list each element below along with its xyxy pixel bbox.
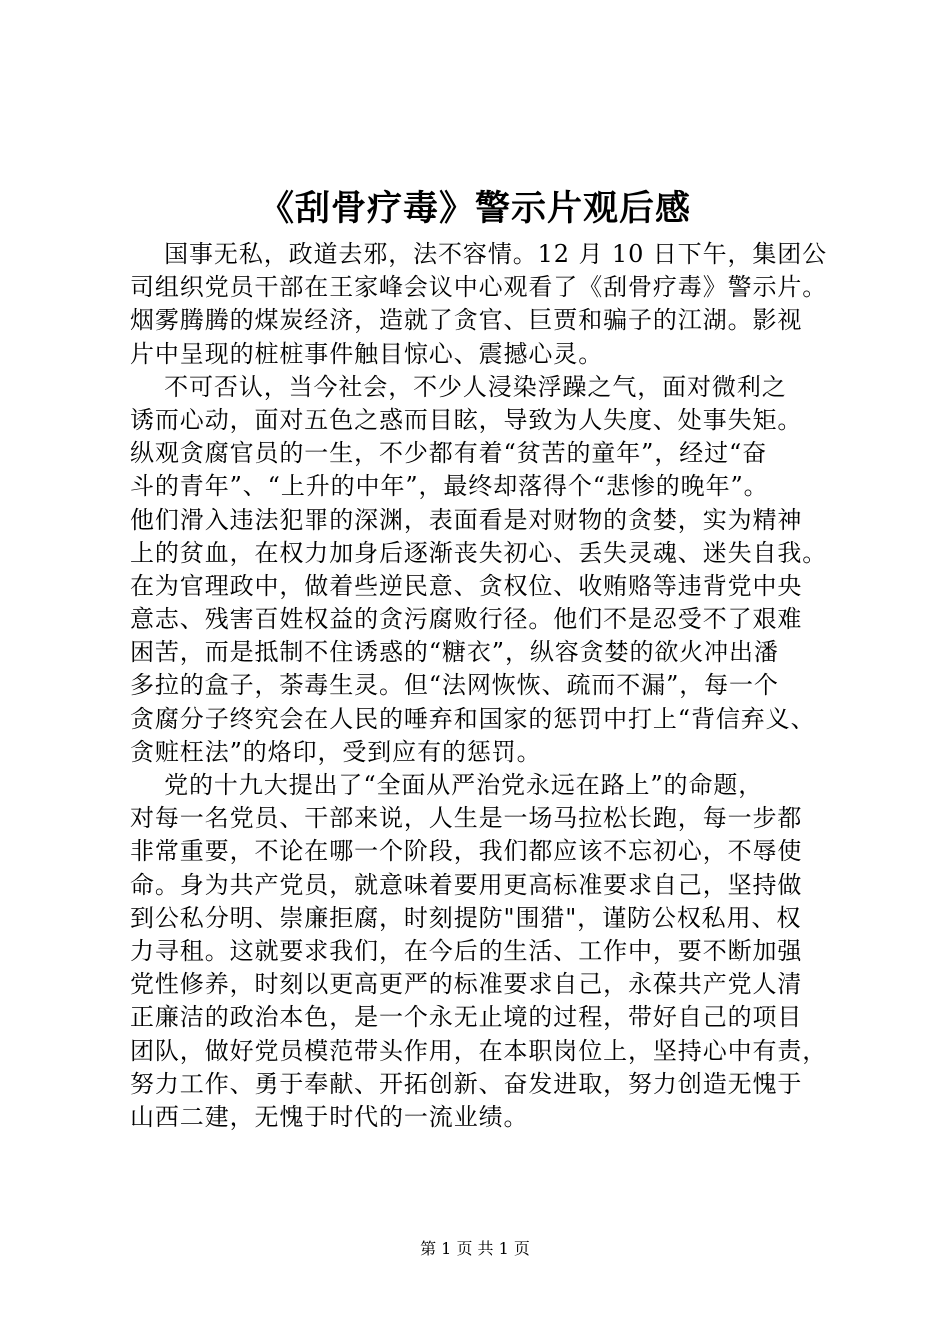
text-line: 司组织党员干部在王家峰会议中心观看了《刮骨疗毒》警示片。 (130, 273, 828, 302)
text-line: 力寻租。这就要求我们，在今后的生活、工作中，要不断加强 (130, 936, 803, 965)
text-line: 国事无私，政道去邪，法不容情。12 月 10 日下午，集团公 (130, 240, 828, 268)
text-line: 意志、残害百姓权益的贪污腐败行径。他们不是忍受不了艰难 (130, 605, 803, 634)
text-line: 党性修养，时刻以更高更严的标准要求自己，永葆共产党人清 (130, 970, 803, 999)
text-line: 非常重要，不论在哪一个阶段，我们都应该不忘初心，不辱使 (130, 837, 803, 866)
text-line: 上的贫血，在权力加身后逐渐丧失初心、丢失灵魂、迷失自我。 (130, 538, 828, 567)
text-line: 团队，做好党员模范带头作用，在本职岗位上，坚持心中有责， (130, 1036, 828, 1065)
text-line: 贪腐分子终究会在人民的唾弃和国家的惩罚中打上“背信弃义、 (130, 704, 816, 733)
text-line: 烟雾腾腾的煤炭经济，造就了贪官、巨贾和骗子的江湖。影视 (130, 306, 803, 335)
text-line: 他们滑入违法犯罪的深渊，表面看是对财物的贪婪，实为精神 (130, 505, 803, 534)
text-line: 纵观贪腐官员的一生，不少都有着“贫苦的童年”，经过“奋 (130, 439, 768, 468)
text-line: 党的十九大提出了“全面从严治党永远在路上”的命题， (130, 771, 764, 799)
text-line: 片中呈现的桩桩事件触目惊心、震撼心灵。 (130, 339, 604, 368)
page-title: 《刮骨疗毒》警示片观后感 (258, 189, 691, 229)
text-line: 诱而心动，面对五色之惑而目眩，导致为人失度、处事失矩。 (130, 405, 803, 434)
text-line: 不可否认，当今社会，不少人浸染浮躁之气，面对微利之 (130, 372, 787, 401)
text-line: 在为官理政中，做着些逆民意、贪权位、收贿赂等违背党中央 (130, 571, 803, 600)
text-line: 命。身为共产党员，就意味着要用更高标准要求自己，坚持做 (130, 870, 803, 899)
text-line: 贪赃枉法”的烙印，受到应有的惩罚。 (130, 737, 542, 766)
text-line: 努力工作、勇于奉献、开拓创新、奋发进取，努力创造无愧于 (130, 1069, 803, 1098)
page-footer: 第 1 页 共 1 页 (420, 1239, 530, 1258)
text-line: 多拉的盒子，荼毒生灵。但“法网恢恢、疏而不漏”，每一个 (130, 671, 779, 700)
text-line: 斗的青年”、“上升的中年”，最终却落得个“悲惨的晚年”。 (130, 472, 769, 501)
text-line: 山西二建，无愧于时代的一流业绩。 (130, 1102, 529, 1131)
text-line: 到公私分明、崇廉拒腐，时刻提防"围猎"，谨防公权私用、权 (130, 903, 802, 932)
text-line: 正廉洁的政治本色，是一个永无止境的过程，带好自己的项目 (130, 1003, 803, 1032)
text-line: 对每一名党员、干部来说，人生是一场马拉松长跑，每一步都 (130, 804, 803, 833)
body-text (130, 238, 830, 1134)
text-line: 困苦，而是抵制不住诱惑的“糖衣”，纵容贪婪的欲火冲出潘 (130, 638, 779, 667)
